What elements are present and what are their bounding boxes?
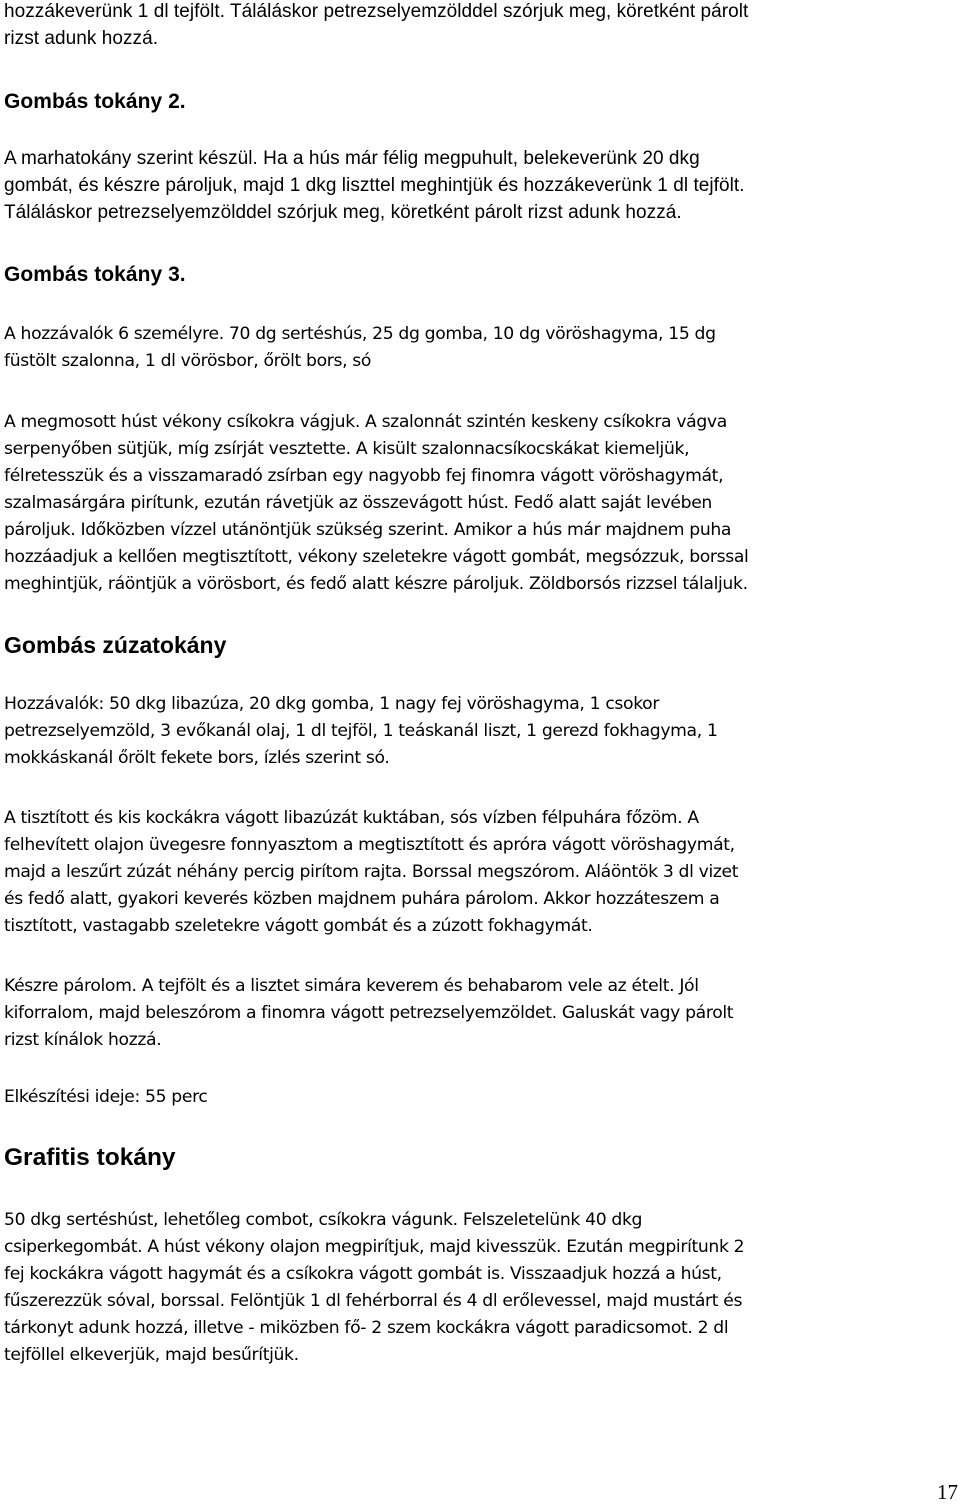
recipe-title: Grafitis tokány bbox=[4, 1144, 176, 1171]
text-line: fűszerezzük sóval, borssal. Felöntjük 1 dl fehérborral és 4 dl erőlevessel, majd mustárt és bbox=[4, 1291, 743, 1311]
ingredients-line: Hozzávalók: 50 dkg libazúza, 20 dkg gomba, 1 nagy fej vöröshagyma, 1 csokor bbox=[4, 694, 660, 714]
text-line: Táláláskor petrezselyemzölddel szórjuk meg, köretként párolt rizst adunk hozzá. bbox=[4, 202, 682, 223]
text-line: rizst adunk hozzá. bbox=[4, 28, 159, 49]
ingredients-line: A hozzávalók 6 személyre. 70 dg sertéshús, 25 dg gomba, 10 dg vöröshagyma, 15 dg bbox=[4, 324, 716, 344]
ingredients-line: petrezselyemzöld, 3 evőkanál olaj, 1 dl tejföl, 1 teáskanál liszt, 1 gerezd fokhagyma, 1 bbox=[4, 721, 718, 741]
text-line: felhevített olajon üvegesre fonnyasztom a megtisztított és apróra vágott vöröshagymát, bbox=[4, 835, 735, 855]
recipe-title: Gombás tokány 2. bbox=[4, 90, 186, 113]
ingredients-line: füstölt szalonna, 1 dl vörösbor, őrölt bors, só bbox=[4, 351, 372, 371]
text-line: A megmosott húst vékony csíkokra vágjuk. A szalonnát szintén keskeny csíkokra vágva bbox=[4, 412, 727, 432]
text-line: csiperkegombát. A húst vékony olajon megpirítjuk, majd kivesszük. Ezután megpirítunk 2 bbox=[4, 1237, 745, 1257]
text-line: félretesszük és a visszamaradó zsírban egy nagyobb fej finomra vágott vöröshagymát, bbox=[4, 466, 724, 486]
text-line: szalmasárgára pirítunk, ezután rávetjük az összevágott húst. Fedő alatt saját levében bbox=[4, 493, 712, 513]
text-line: tisztított, vastagabb szeletekre vágott gombát és a zúzott fokhagymát. bbox=[4, 916, 593, 936]
text-line: 50 dkg sertéshúst, lehetőleg combot, csíkokra vágunk. Felszeletelünk 40 dkg bbox=[4, 1210, 643, 1230]
text-line: rizst kínálok hozzá. bbox=[4, 1030, 162, 1050]
text-line: hozzáadjuk a kellően megtisztított, vékony szeletekre vágott gombát, megsózzuk, borssal bbox=[4, 547, 749, 567]
text-line: pároljuk. Időközben vízzel utánöntjük szükség szerint. Amikor a hús már majdnem puha bbox=[4, 520, 732, 540]
text-line: meghintjük, ráöntjük a vörösbort, és fedő alatt készre pároljuk. Zöldborsós rizzsel tálaljuk. bbox=[4, 574, 748, 594]
prep-time: Elkészítési ideje: 55 perc bbox=[4, 1087, 208, 1107]
text-line: kiforralom, majd beleszórom a finomra vágott petrezselyemzöldet. Galuskát vagy párolt bbox=[4, 1003, 734, 1023]
page-number: 17 bbox=[937, 1480, 958, 1504]
text-line: A tisztított és kis kockákra vágott libazúzát kuktában, sós vízben félpuhára főzöm. A bbox=[4, 808, 699, 828]
text-line: A marhatokány szerint készül. Ha a hús már félig megpuhult, belekeverünk 20 dkg bbox=[4, 148, 700, 169]
recipe-title: Gombás zúzatokány bbox=[4, 632, 227, 658]
text-line: és fedő alatt, gyakori keverés közben majdnem puhára párolom. Akkor hozzáteszem a bbox=[4, 889, 720, 909]
text-line: tárkonyt adunk hozzá, illetve - miközben fő- 2 szem kockákra vágott paradicsomot. 2 dl bbox=[4, 1318, 729, 1338]
recipe-title: Gombás tokány 3. bbox=[4, 263, 186, 286]
text-line: gombát, és készre pároljuk, majd 1 dkg liszttel meghintjük és hozzákeverünk 1 dl tejfölt. bbox=[4, 175, 745, 196]
text-line: fej kockákra vágott hagymát és a csíkokra vágott gombát is. Visszaadjuk hozzá a húst, bbox=[4, 1264, 722, 1284]
text-line: hozzákeverünk 1 dl tejfölt. Táláláskor petrezselyemzölddel szórjuk meg, köretként párolt bbox=[4, 1, 749, 22]
text-line: serpenyőben sütjük, míg zsírját vesztette. A kisült szalonnacsíkocskákat kiemeljük, bbox=[4, 439, 690, 459]
text-line: majd a leszűrt zúzát néhány percig pirítom rajta. Borssal megszórom. Aláöntök 3 dl vizet bbox=[4, 862, 739, 882]
text-line: tejföllel elkeverjük, majd besűrítjük. bbox=[4, 1345, 299, 1365]
ingredients-line: mokkáskanál őrölt fekete bors, ízlés szerint só. bbox=[4, 748, 390, 768]
text-line: Készre párolom. A tejfölt és a lisztet simára keverem és behabarom vele az ételt. Jól bbox=[4, 976, 699, 996]
